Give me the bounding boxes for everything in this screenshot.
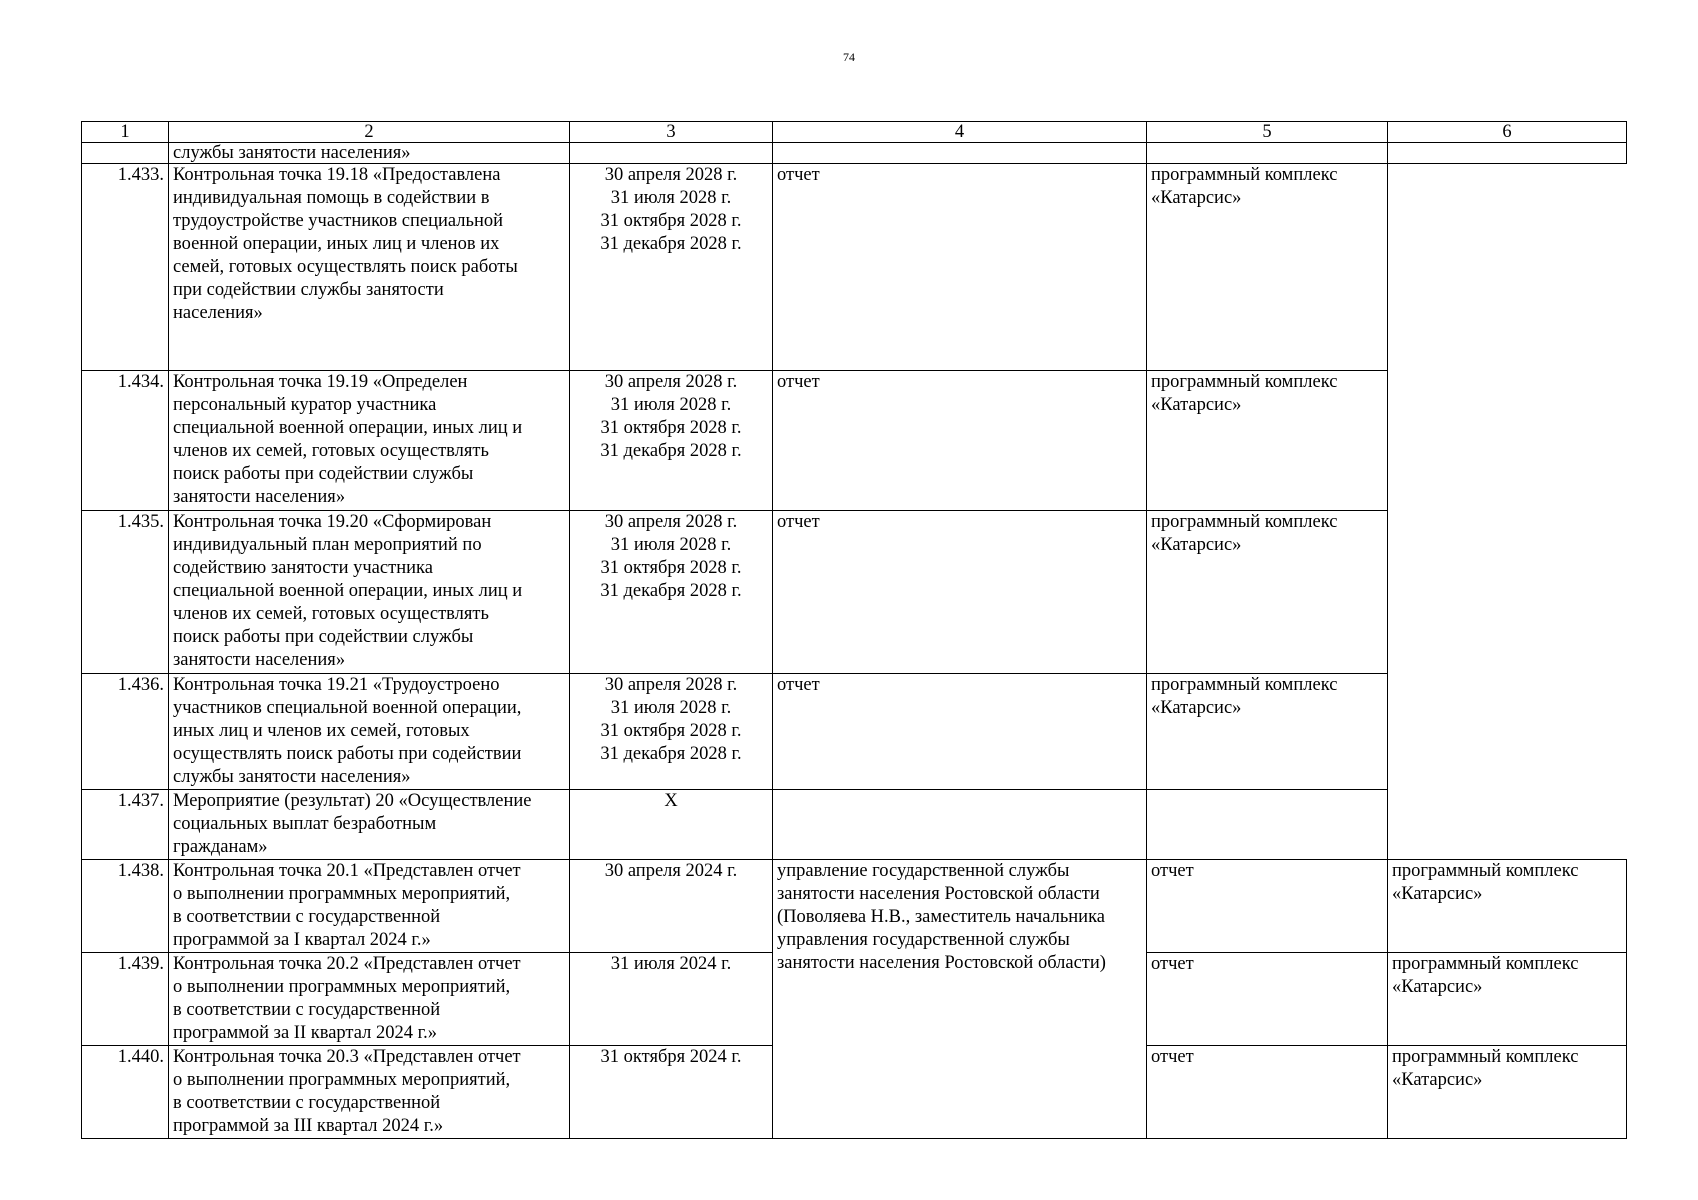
text-line: 30 апреля 2024 г. (604, 861, 738, 881)
text-line: программный комплекс (1392, 1047, 1579, 1067)
text-line: Х (664, 791, 678, 811)
text-line: программный комплекс (1392, 954, 1579, 974)
continuation-text: службы занятости населения» (169, 143, 570, 164)
document-type: отчет (1147, 953, 1388, 1046)
text-line: занятости населения Ростовской области) (777, 953, 1106, 973)
document-type: отчет (1147, 1046, 1388, 1139)
text-line: (Поволяева Н.В., заместитель начальника (777, 907, 1105, 927)
header-cell: 3 (570, 122, 773, 143)
text-line: 31 июля 2024 г. (610, 954, 732, 974)
table-row (82, 371, 1627, 511)
text-line: Контрольная точка 20.2 «Представлен отчет (173, 954, 521, 974)
row-number: 1.438. (82, 860, 169, 953)
deadline-dates (570, 371, 773, 511)
text-line: 31 июля 2028 г. (610, 698, 732, 718)
text-line: «Катарсис» (1151, 188, 1242, 208)
text-line: 30 апреля 2028 г. (604, 675, 738, 695)
row-number: 1.437. (82, 790, 169, 860)
information-system (1147, 674, 1388, 790)
text-line: трудоустройстве участников специальной (173, 211, 504, 231)
text-line: службы занятости населения» (173, 767, 411, 787)
information-system (1147, 371, 1388, 511)
text-line: семей, готовых осуществлять поиск работы (173, 257, 518, 277)
document-type: отчет (773, 511, 1147, 674)
event-name (169, 790, 570, 860)
text-line: 31 июля 2028 г. (610, 188, 732, 208)
text-line: 31 декабря 2028 г. (600, 441, 742, 461)
text-line: индивидуальная помощь в содействии в (173, 188, 490, 208)
table-row (82, 860, 1627, 953)
text-line: занятости населения» (173, 650, 346, 670)
text-line: управление государственной службы (777, 861, 1070, 881)
event-name (169, 511, 570, 674)
page-number: 74 (843, 50, 855, 64)
text-line: программный комплекс (1151, 675, 1338, 695)
text-line: Контрольная точка 20.3 «Представлен отчет (173, 1047, 521, 1067)
text-line: Контрольная точка 20.1 «Представлен отчет (173, 861, 521, 881)
text-line: программный комплекс (1392, 861, 1579, 881)
information-system (1147, 790, 1388, 860)
row-number: 1.435. (82, 511, 169, 674)
text-line: Контрольная точка 19.19 «Определен (173, 372, 468, 392)
text-line: в соответствии с государственной (173, 1000, 441, 1020)
row-number: 1.434. (82, 371, 169, 511)
deadline-dates (570, 511, 773, 674)
table-row (82, 674, 1627, 790)
header-cell: 5 (1147, 122, 1388, 143)
row-number: 1.439. (82, 953, 169, 1046)
text-line: 31 октября 2028 г. (600, 558, 742, 578)
text-line: Мероприятие (результат) 20 «Осуществление (173, 791, 532, 811)
table-row (82, 790, 1627, 860)
text-line: о выполнении программных мероприятий, (173, 1070, 511, 1090)
text-line: о выполнении программных мероприятий, (173, 884, 511, 904)
text-line: 31 октября 2028 г. (600, 211, 742, 231)
text-line: 30 апреля 2028 г. (604, 165, 738, 185)
row-number: 1.440. (82, 1046, 169, 1139)
deadline-dates (570, 860, 773, 953)
text-line: «Катарсис» (1392, 977, 1483, 997)
text-line: военной операции, иных лиц и членов их (173, 234, 500, 254)
text-line: участников специальной военной операции, (173, 698, 522, 718)
text-line: Контрольная точка 19.18 «Предоставлена (173, 165, 501, 185)
text-line: членов их семей, готовых осуществлять (173, 441, 489, 461)
deadline-dates (570, 164, 773, 371)
text-line: занятости населения» (173, 487, 346, 507)
text-line: занятости населения Ростовской области (777, 884, 1100, 904)
document-type: отчет (773, 164, 1147, 371)
text-line: программой за III квартал 2024 г.» (173, 1116, 444, 1136)
text-line: членов их семей, готовых осуществлять (173, 604, 489, 624)
event-name (169, 860, 570, 953)
document-type (773, 790, 1147, 860)
text-line: о выполнении программных мероприятий, (173, 977, 511, 997)
text-line: специальной военной операции, иных лиц и (173, 581, 523, 601)
event-name (169, 371, 570, 511)
header-row (82, 122, 1627, 143)
text-line: «Катарсис» (1151, 535, 1242, 555)
deadline-dates (570, 953, 773, 1046)
information-system (1388, 953, 1627, 1046)
text-line: в соответствии с государственной (173, 907, 441, 927)
header-cell: 2 (169, 122, 570, 143)
deadline-dates (570, 790, 773, 860)
text-line: «Катарсис» (1151, 395, 1242, 415)
event-name (169, 1046, 570, 1139)
table-row (82, 511, 1627, 674)
text-line: персональный куратор участника (173, 395, 437, 415)
text-line: 31 октября 2028 г. (600, 721, 742, 741)
text-line: поиск работы при содействии службы (173, 464, 474, 484)
event-name (169, 164, 570, 371)
responsible-empty-cell (773, 143, 1147, 164)
text-line: 31 июля 2028 г. (610, 395, 732, 415)
event-name (169, 674, 570, 790)
text-line: программный комплекс (1151, 512, 1338, 532)
text-line: иных лиц и членов их семей, готовых (173, 721, 470, 741)
text-line: программой за I квартал 2024 г.» (173, 930, 431, 950)
text-line: гражданам» (173, 837, 268, 857)
deadline-dates (570, 1046, 773, 1139)
table-row (82, 164, 1627, 371)
header-cell: 6 (1388, 122, 1627, 143)
text-line: 31 октября 2024 г. (600, 1047, 742, 1067)
text-line: «Катарсис» (1392, 1070, 1483, 1090)
text-line: социальных выплат безработным (173, 814, 437, 834)
document-type: отчет (773, 371, 1147, 511)
information-system (1388, 860, 1627, 953)
control-points-table (81, 121, 1627, 1139)
text-line: индивидуальный план мероприятий по (173, 535, 482, 555)
text-line: содействию занятости участника (173, 558, 433, 578)
text-line: 31 декабря 2028 г. (600, 581, 742, 601)
document-type: отчет (1147, 860, 1388, 953)
information-system (1147, 511, 1388, 674)
text-line: 30 апреля 2028 г. (604, 372, 738, 392)
text-line: в соответствии с государственной (173, 1093, 441, 1113)
text-line: управления государственной службы (777, 930, 1070, 950)
event-name (169, 953, 570, 1046)
document-type: отчет (773, 674, 1147, 790)
row-number: 1.433. (82, 164, 169, 371)
text-line: 30 апреля 2028 г. (604, 512, 738, 532)
text-line: осуществлять поиск работы при содействии (173, 744, 522, 764)
text-line: программный комплекс (1151, 165, 1338, 185)
text-line: 31 декабря 2028 г. (600, 234, 742, 254)
text-line: программный комплекс (1151, 372, 1338, 392)
deadline-dates (570, 674, 773, 790)
text-line: «Катарсис» (1392, 884, 1483, 904)
responsible-executor (773, 860, 1147, 1139)
header-cell: 1 (82, 122, 169, 143)
text-line: 31 декабря 2028 г. (600, 744, 742, 764)
text-line: Контрольная точка 19.20 «Сформирован (173, 512, 492, 532)
text-line: «Катарсис» (1151, 698, 1242, 718)
continuation-row (82, 143, 1627, 164)
text-line: специальной военной операции, иных лиц и (173, 418, 523, 438)
information-system (1388, 1046, 1627, 1139)
text-line: программой за II квартал 2024 г.» (173, 1023, 437, 1043)
text-line: 31 июля 2028 г. (610, 535, 732, 555)
information-system (1147, 164, 1388, 371)
text-line: Контрольная точка 19.21 «Трудоустроено (173, 675, 500, 695)
text-line: населения» (173, 303, 263, 323)
text-line: 31 октября 2028 г. (600, 418, 742, 438)
row-number: 1.436. (82, 674, 169, 790)
text-line: поиск работы при содействии службы (173, 627, 474, 647)
text-line: при содействии службы занятости (173, 280, 444, 300)
header-cell: 4 (773, 122, 1147, 143)
